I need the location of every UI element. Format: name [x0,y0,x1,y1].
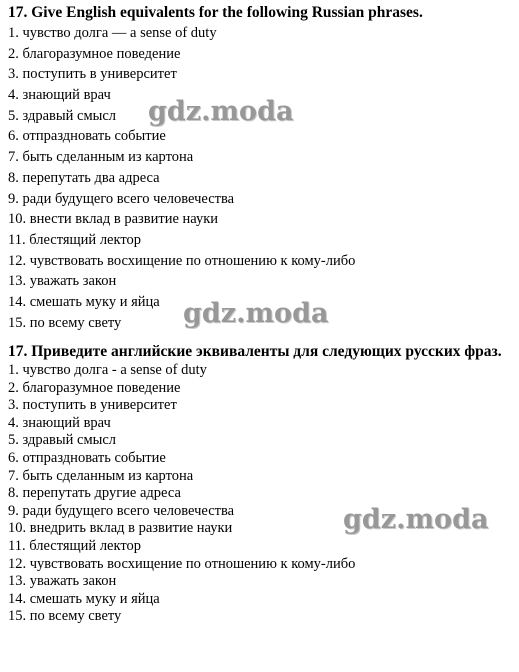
phrase-item-2: 2. благоразумное поведение [8,379,181,396]
phrase-item-2: 2. благоразумное поведение [8,45,181,62]
phrase-item-11: 11. блестящий лектор [8,537,141,554]
phrase-item-1: 1. чувство долга - a sense of duty [8,362,207,378]
exercise-title: 17. Приведите английские эквиваленты для следующих русских фраз. [8,343,502,360]
phrase-item-10: 10. внедрить вклад в развитие науки [8,520,233,537]
exercise-russian-section [8,342,513,626]
phrase-item-8: 8. перепутать два адреса [8,169,160,186]
phrase-item-14: 14. смешать муку и яйца [8,293,160,310]
phrase-item-9: 9. ради будущего всего человечества [8,502,235,519]
phrase-item-15: 15. по всему свету [8,608,122,625]
phrase-item-3: 3. поступить в университет [8,397,177,414]
watermark: gdz.moda [148,96,294,127]
watermark: gdz.moda [343,504,489,535]
phrase-item-10: 10. внести вклад в развитие науки [8,211,219,228]
phrase-item-5: 5. здравый смысл [8,107,117,124]
phrase-item-8: 8. перепутать другие адреса [8,485,181,502]
phrase-item-12: 12. чувствовать восхищение по отношению к кому-либо [8,555,356,572]
phrase-item-4: 4. знающий врач [8,87,111,104]
phrase-item-7: 7. быть сделанным из картона [8,149,194,166]
phrase-item-6: 6. отпраздновать событие [8,128,166,145]
phrase-item-3: 3. поступить в университет [8,66,177,83]
phrase-item-5: 5. здравый смысл [8,432,117,449]
exercise-title: 17. Give English equivalents for the following Russian phrases. [8,4,423,21]
phrase-item-13: 13. уважать закон [8,273,117,290]
phrase-item-11: 11. блестящий лектор [8,231,141,248]
phrase-item-6: 6. отпраздновать событие [8,449,166,466]
phrase-item-13: 13. уважать закон [8,573,117,590]
exercise-english-section [8,3,513,333]
phrase-item-7: 7. быть сделанным из картона [8,467,194,484]
phrase-item-12: 12. чувствовать восхищение по отношению к кому-либо [8,252,356,269]
phrase-item-14: 14. смешать муку и яйца [8,590,160,607]
phrase-item-4: 4. знающий врач [8,414,111,431]
phrase-item-1: 1. чувство долга — a sense of duty [8,25,217,41]
watermark: gdz.moda [183,298,329,329]
phrase-item-15: 15. по всему свету [8,314,122,331]
phrase-item-9: 9. ради будущего всего человечества [8,190,235,207]
